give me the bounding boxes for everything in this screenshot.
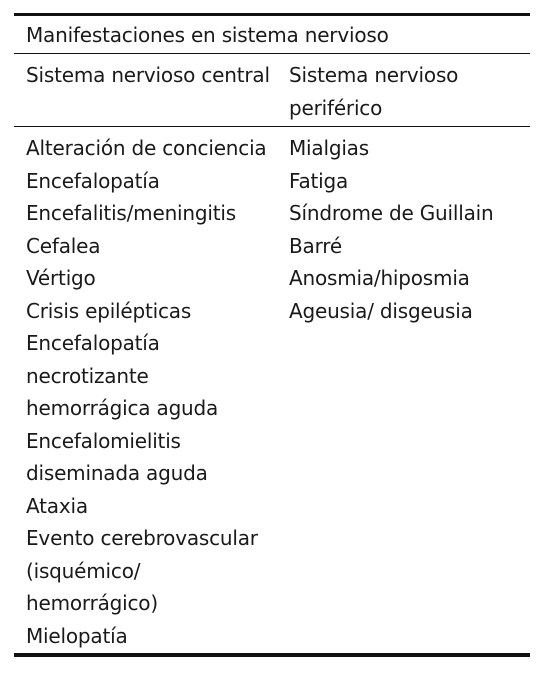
- header-central: [26, 59, 270, 92]
- table-bottom-rule: [14, 653, 530, 657]
- title-divider: [14, 53, 530, 54]
- central-item: Alteración de conciencia: [26, 136, 267, 160]
- header-peripheral: [289, 59, 458, 124]
- peripheral-item: Barré: [289, 233, 342, 258]
- central-item: necrotizante: [26, 363, 149, 388]
- central-item: Mielopatía: [26, 623, 128, 648]
- central-item: Ataxia: [26, 493, 88, 518]
- central-item: diseminada aguda: [26, 461, 208, 485]
- peripheral-item: Fatiga: [289, 168, 349, 193]
- central-item: Encefalopatía: [26, 168, 160, 193]
- central-item: hemorrágica aguda: [26, 396, 219, 420]
- peripheral-column: [289, 132, 493, 327]
- central-item: (isquémico/: [26, 558, 141, 583]
- header-divider: [14, 126, 530, 127]
- central-item: Encefalomielitis: [26, 428, 181, 453]
- peripheral-item: Ageusia/ disgeusia: [289, 298, 473, 323]
- central-item: Encefalitis/meningitis: [26, 201, 236, 225]
- central-item: Evento cerebrovascular: [26, 526, 258, 550]
- header-peripheral-line: periférico: [289, 95, 383, 120]
- central-item: Cefalea: [26, 233, 101, 258]
- header-central-line: Sistema nervioso central: [26, 63, 270, 87]
- table-title: Manifestaciones en sistema nervioso: [26, 23, 389, 47]
- central-column: [26, 132, 267, 652]
- central-item: Crisis epilépticas: [26, 298, 192, 323]
- peripheral-item: Mialgias: [289, 136, 369, 160]
- peripheral-item: Síndrome de Guillain: [289, 201, 494, 225]
- central-item: Vértigo: [26, 266, 96, 290]
- central-item: hemorrágico): [26, 591, 158, 615]
- peripheral-item: Anosmia/hiposmia: [289, 266, 470, 290]
- header-peripheral-line: Sistema nervioso: [289, 63, 459, 87]
- central-item: Encefalopatía: [26, 331, 160, 355]
- table-top-rule: [14, 13, 530, 16]
